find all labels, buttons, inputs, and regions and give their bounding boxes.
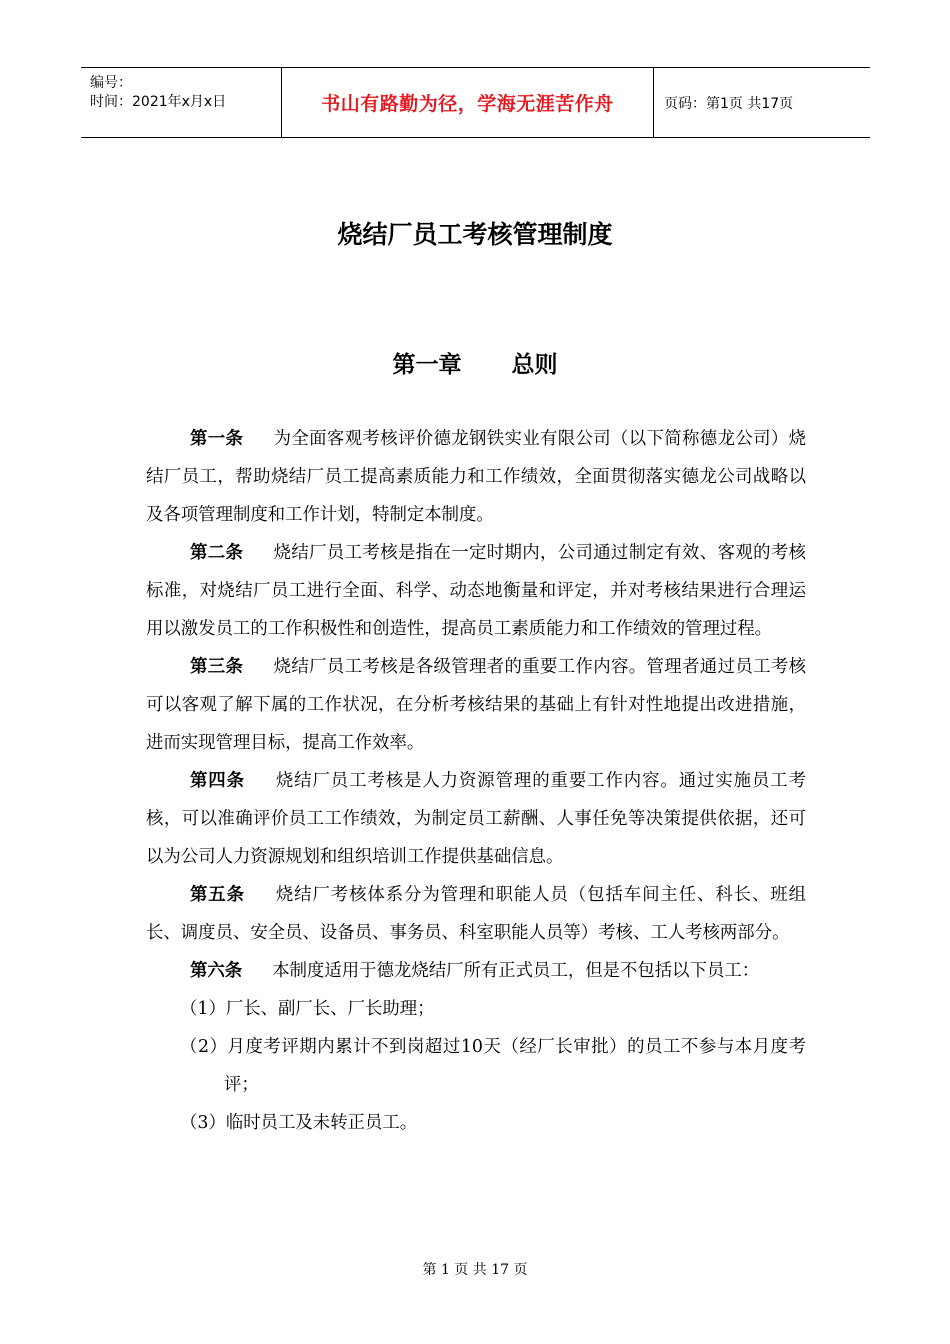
article-label: 第三条 [190, 657, 244, 677]
chapter-heading [0, 346, 950, 379]
article-label: 第六条 [190, 961, 243, 981]
article-paragraph [146, 534, 806, 648]
article-paragraph [146, 876, 806, 952]
article-label: 第二条 [190, 543, 244, 563]
article-label: 第一条 [190, 429, 244, 449]
article-paragraph [146, 648, 806, 762]
document-title: 烧结厂员工考核管理制度 [337, 220, 613, 249]
article-paragraph [146, 952, 806, 990]
exclusion-list-item: （3）临时员工及未转正员工。 [180, 1113, 418, 1133]
document-date-label: 时间：2021年x月x日 [90, 94, 227, 110]
chapter-number: 第一章 [392, 352, 462, 378]
article-text: 烧结厂员工考核是各级管理者的重要工作内容。管理者通过员工考核可以客观了解下属的工作状况，在分析考核结果的基础上有针对性地提出改进措施，进而实现管理目标，提高工作效率。 [146, 657, 806, 753]
article-paragraph [146, 420, 806, 534]
document-body [146, 420, 806, 1142]
article-text: 本制度适用于德龙烧结厂所有正式员工，但是不包括以下员工： [272, 961, 760, 981]
article-text: 烧结厂员工考核是指在一定时期内，公司通过制定有效、客观的考核标准，对烧结厂员工进行全面、科学、动态地衡量和评定，并对考核结果进行合理运用以激发员工的工作积极性和创造性，提高员工素质能力和工作绩效的管理过程。 [146, 543, 806, 639]
page-footer: 第 1 页 共 17 页 [422, 1262, 528, 1278]
page-header [81, 67, 870, 138]
header-motto-cell [282, 68, 654, 137]
article-paragraph [146, 762, 806, 876]
header-page-info: 页码：第1页 共17页 [664, 95, 794, 112]
document-number-label: 编号： [90, 75, 132, 91]
article-label: 第四条 [190, 771, 245, 791]
article-text: 为全面客观考核评价德龙钢铁实业有限公司（以下简称德龙公司）烧结厂员工，帮助烧结厂员工提高素质能力和工作绩效，全面贯彻落实德龙公司战略以及各项管理制度和工作计划，特制定本制度。 [146, 429, 806, 525]
article-text: 烧结厂员工考核是人力资源管理的重要工作内容。通过实施员工考核，可以准确评价员工工作绩效，为制定员工薪酬、人事任免等决策提供依据，还可以为公司人力资源规划和组织培训工作提供基础信息。 [146, 771, 806, 867]
article-text: 烧结厂考核体系分为管理和职能人员（包括车间主任、科长、班组长、调度员、安全员、设备员、事务员、科室职能人员等）考核、工人考核两部分。 [146, 885, 806, 943]
exclusion-list-item: （1）厂长、副厂长、厂长助理； [180, 999, 435, 1019]
chapter-name: 总则 [511, 352, 558, 378]
header-meta-cell [81, 68, 282, 137]
header-motto: 书山有路勤为径，学海无涯苦作舟 [321, 93, 614, 115]
exclusion-list-item: （2）月度考评期内累计不到岗超过10天（经厂长审批）的员工不参与本月度考评； [180, 1037, 806, 1095]
article-label: 第五条 [190, 885, 245, 905]
